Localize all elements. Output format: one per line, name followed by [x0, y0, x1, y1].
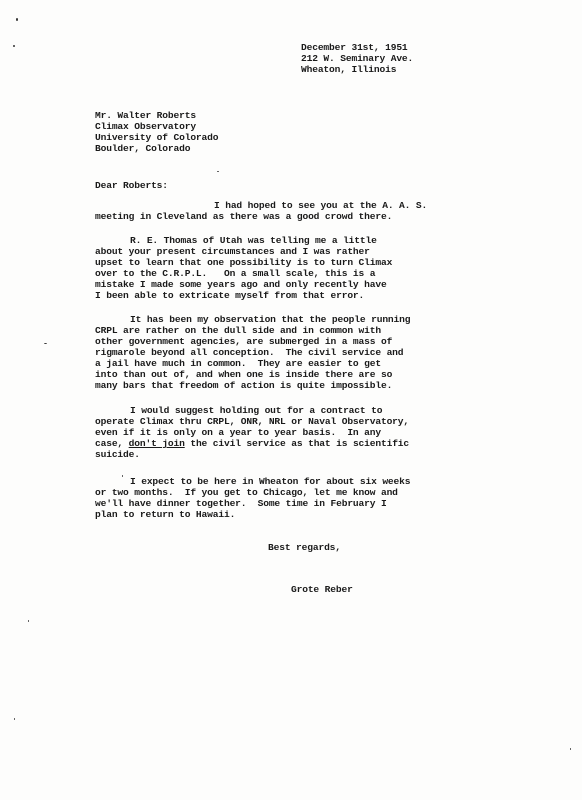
- paragraph-3-line-2: CRPL are rather on the dull side and in common with: [95, 325, 381, 336]
- paragraph-2-line-3: upset to learn that one possibility is to turn Climax: [95, 257, 393, 268]
- paragraph-3-line-4: rigmarole beyond all conception. The civil service and: [95, 347, 404, 358]
- paragraph-4-line-4-end: the civil service as that is scientific: [184, 438, 410, 449]
- scan-speck: [44, 343, 47, 344]
- scan-speck: [570, 748, 571, 750]
- recipient-university: University of Colorado: [95, 132, 219, 143]
- paragraph-4-line-1: I would suggest holding out for a contract to: [130, 405, 383, 416]
- paragraph-1-line-2: meeting in Cleveland as there was a good crowd there.: [95, 211, 393, 222]
- scan-speck: [28, 620, 29, 622]
- paragraph-4-line-4: [95, 438, 409, 449]
- scan-speck: [122, 475, 123, 477]
- salutation: Dear Roberts:: [95, 180, 168, 191]
- paragraph-2-line-6: I been able to extricate myself from that error.: [95, 290, 365, 301]
- scan-speck: [14, 718, 15, 720]
- paragraph-4-line-3: even if it is only on a year to year basis. In any: [95, 427, 381, 438]
- scan-speck: [16, 18, 18, 21]
- paragraph-3-line-3: other government agencies, are submerged in a mass of: [95, 336, 393, 347]
- underlined-phrase: don't join: [128, 438, 185, 449]
- paragraph-5-line-3: we'll have dinner together. Some time in February I: [95, 498, 387, 509]
- paragraph-3-line-1: It has been my observation that the people running: [130, 314, 411, 325]
- recipient-name: Mr. Walter Roberts: [95, 110, 196, 121]
- paragraph-2-line-1: R. E. Thomas of Utah was telling me a little: [130, 235, 377, 246]
- signature: Grote Reber: [291, 584, 353, 595]
- paragraph-2-line-2: about your present circumstances and I was rather: [95, 246, 370, 257]
- paragraph-5-line-1: I expect to be here in Wheaton for about six weeks: [130, 476, 411, 487]
- paragraph-1-line-1: I had hoped to see you at the A. A. S.: [214, 200, 428, 211]
- paragraph-4-line-4-start: case,: [95, 438, 129, 449]
- sender-city: Wheaton, Illinois: [301, 64, 397, 75]
- letter-date: December 31st, 1951: [301, 42, 408, 53]
- scan-speck: [217, 171, 219, 172]
- paragraph-2-line-4: over to the C.R.P.L. On a small scale, this is a: [95, 268, 376, 279]
- paragraph-3-line-7: many bars that freedom of action is quite impossible.: [95, 380, 393, 391]
- paragraph-4-line-5: suicide.: [95, 449, 140, 460]
- sender-street: 212 W. Seminary Ave.: [301, 53, 414, 64]
- paragraph-4-line-2: operate Climax thru CRPL, ONR, NRL or Naval Observatory,: [95, 416, 410, 427]
- paragraph-2-line-5: mistake I made some years ago and only recently have: [95, 279, 387, 290]
- scan-speck: [13, 45, 15, 47]
- paragraph-3-line-6: into than out of, and when one is inside there are so: [95, 369, 393, 380]
- paragraph-5-line-4: plan to return to Hawaii.: [95, 509, 236, 520]
- paragraph-3-line-5: a jail have much in common. They are easier to get: [95, 358, 381, 369]
- closing: Best regards,: [268, 542, 341, 553]
- recipient-location: Boulder, Colorado: [95, 143, 191, 154]
- recipient-org: Climax Observatory: [95, 121, 196, 132]
- paragraph-5-line-2: or two months. If you get to Chicago, let me know and: [95, 487, 398, 498]
